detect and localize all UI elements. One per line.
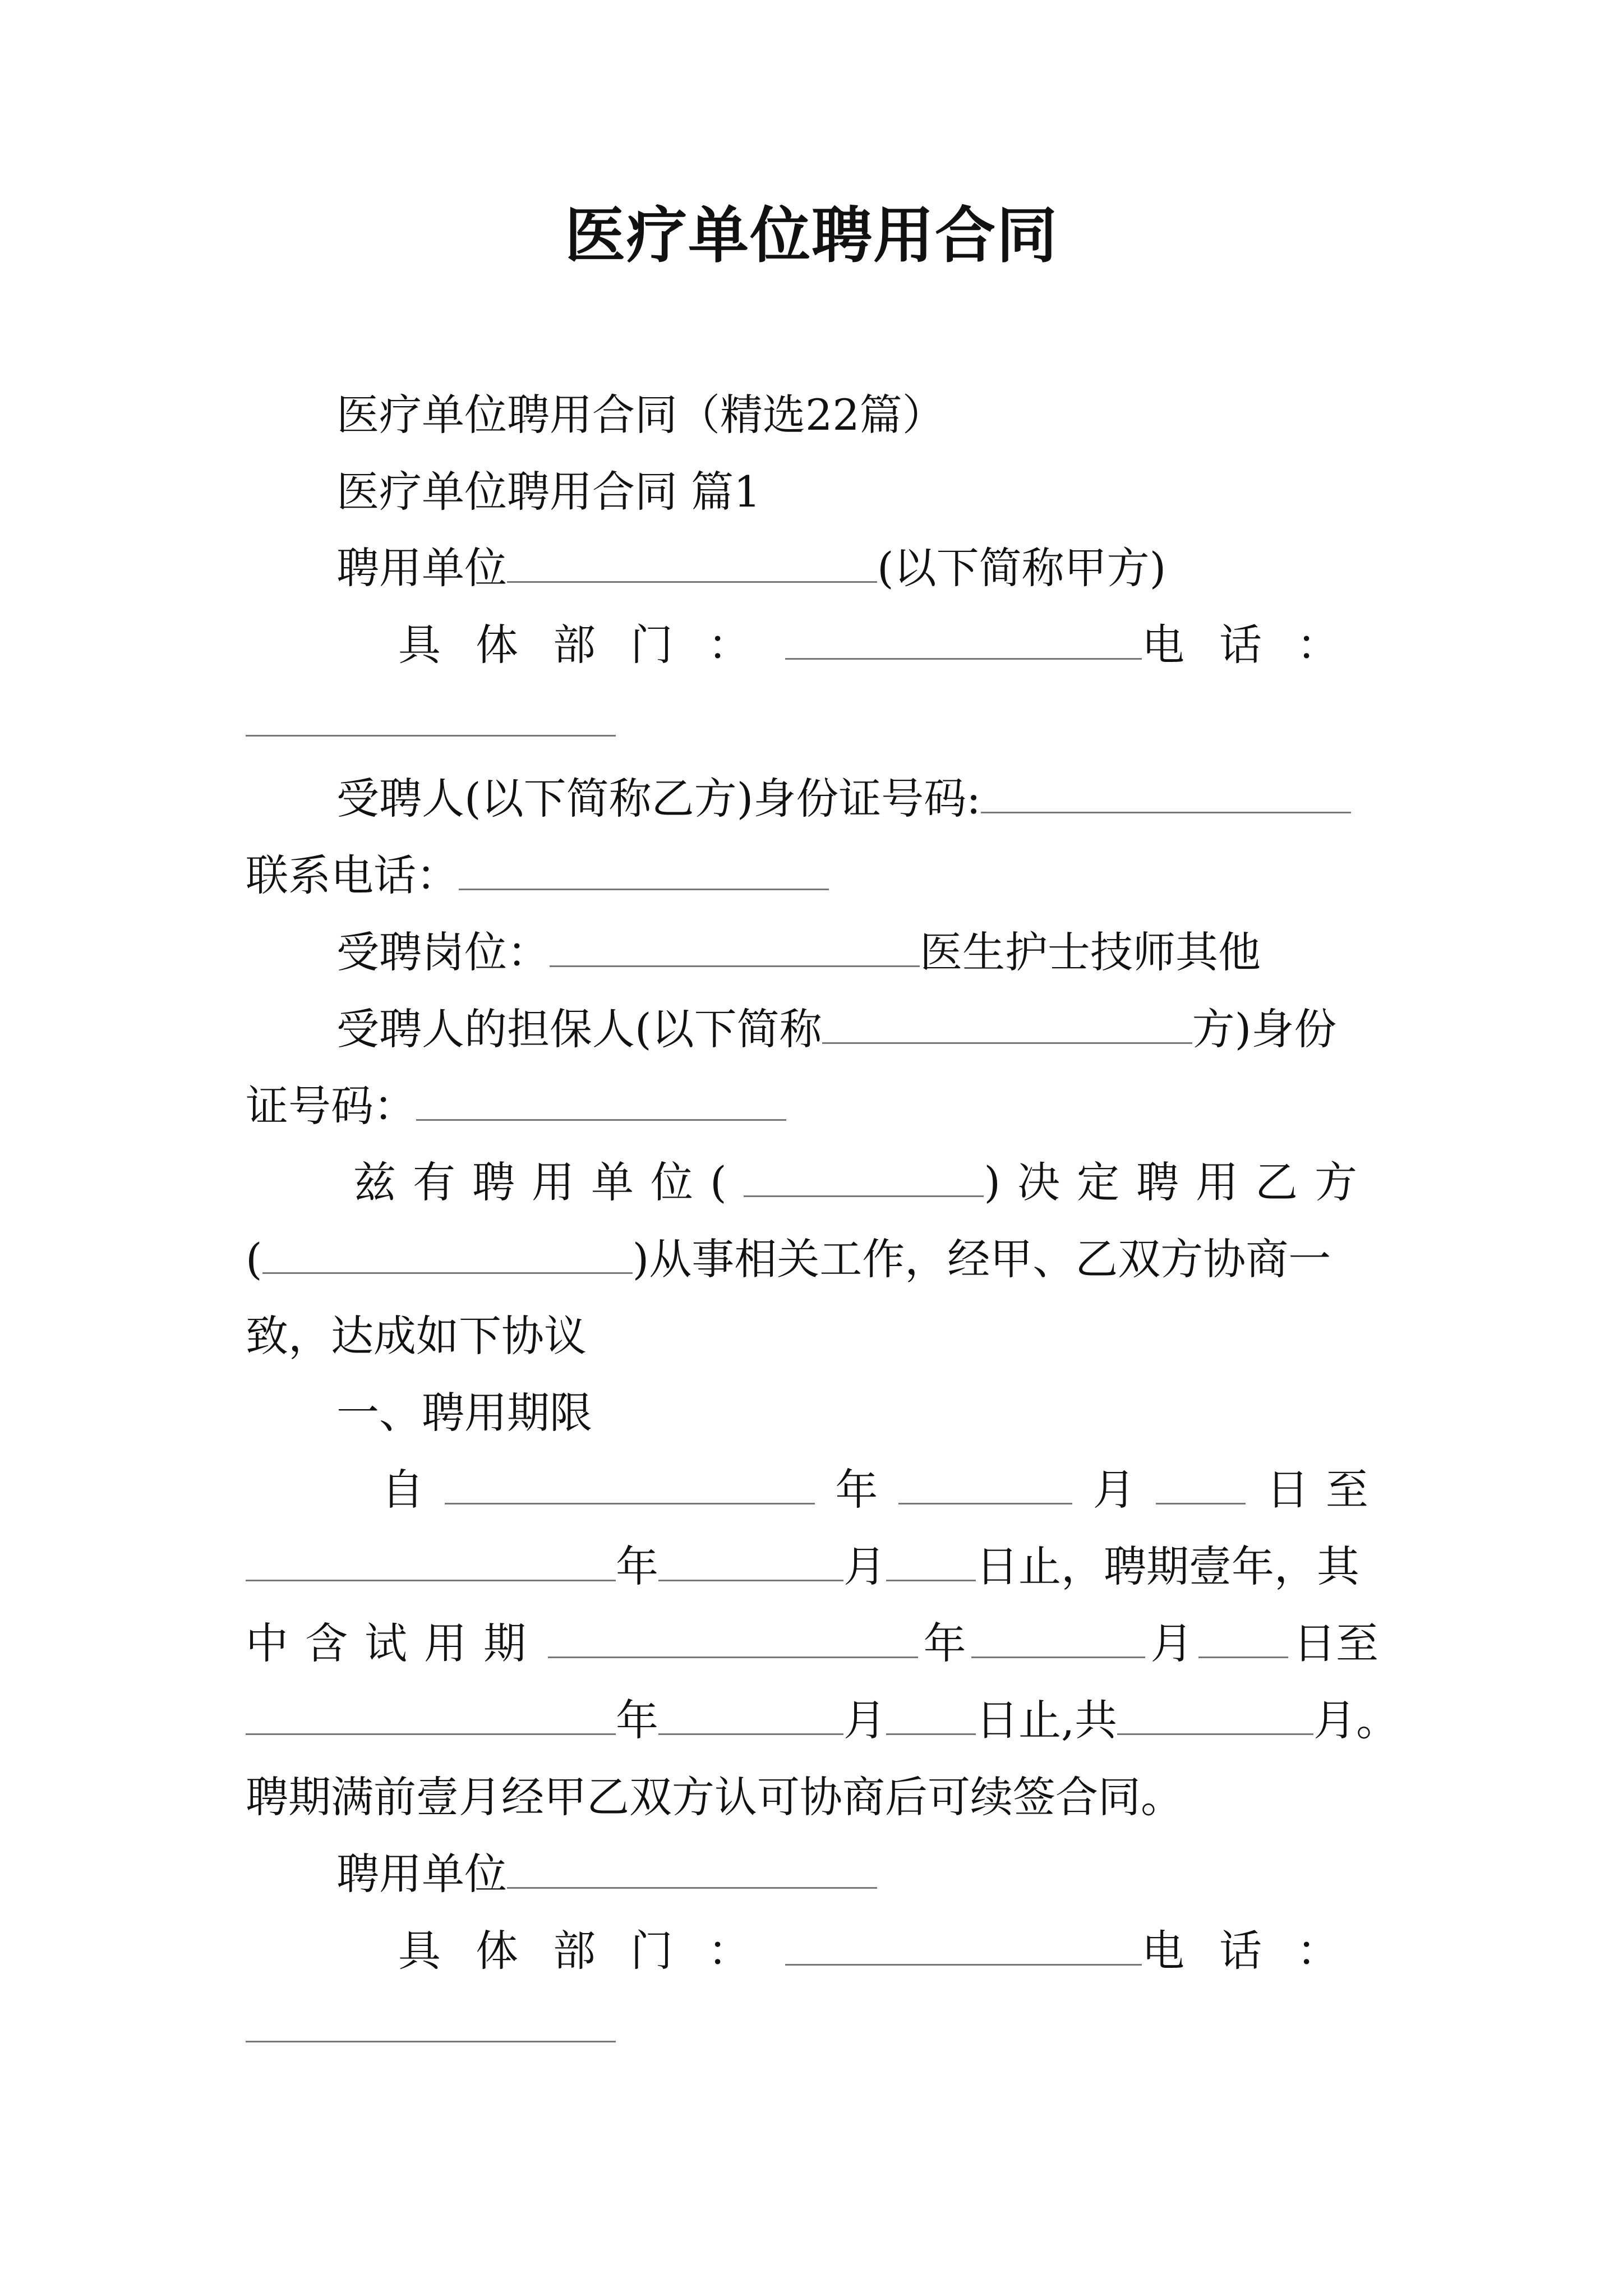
trial-year-2: 年	[616, 1695, 658, 1745]
term-day-blank-1	[1156, 1466, 1246, 1504]
term-year-2: 年	[616, 1542, 658, 1591]
employer-blank	[507, 544, 877, 583]
term-year-blank-1	[445, 1466, 815, 1504]
term-month-blank-2	[658, 1543, 843, 1581]
term-year-1: 年	[835, 1465, 878, 1515]
phone-blank-2	[246, 2004, 616, 2042]
term-month-blank-1	[898, 1466, 1072, 1504]
decide-blank-2	[262, 1235, 633, 1274]
guarantor-suffix: 方)身份	[1192, 1004, 1337, 1054]
dept-blank	[785, 621, 1142, 660]
renew-line: 聘期满前壹月经甲乙双方认可协商后可续签合同。	[246, 1772, 1183, 1822]
decide-blank-1	[744, 1158, 984, 1197]
dept-label: 具体部门：	[398, 620, 785, 670]
contact-label: 联系电话：	[246, 850, 459, 900]
dept-phone-line-2	[398, 1923, 1374, 1979]
trial-day-blank-1	[1198, 1619, 1288, 1658]
decide-2a: (	[246, 1234, 262, 1284]
dept-phone-line	[398, 617, 1374, 673]
term-day-end: 日止，聘期壹年，其	[976, 1542, 1359, 1591]
guarantor-id-line	[246, 1078, 786, 1134]
post-blank	[550, 928, 920, 967]
term-year-blank-2	[246, 1543, 616, 1581]
employee-id-line	[336, 771, 1351, 827]
trial-month-2: 月	[843, 1695, 886, 1745]
dept-blank-2	[785, 1927, 1142, 1966]
contact-blank	[459, 852, 829, 890]
trial-day-blank-2	[886, 1696, 976, 1735]
employee-id-blank	[981, 775, 1351, 813]
intro-line: 医疗单位聘用合同（精选22篇）	[336, 390, 945, 440]
part-heading: 医疗单位聘用合同 篇1	[336, 467, 761, 517]
trial-month-blank-2	[658, 1696, 843, 1735]
term-from: 自	[381, 1465, 424, 1515]
term-day-to-1: 日至	[1266, 1465, 1385, 1515]
decide-1a: 兹有聘用单位(	[353, 1157, 744, 1207]
guarantor-id-blank	[416, 1082, 786, 1121]
term-day-blank-2	[886, 1543, 976, 1581]
employer-label-2: 聘用单位	[336, 1849, 507, 1899]
decide-line-1	[353, 1154, 1374, 1211]
dept-label-2: 具体部门：	[398, 1926, 785, 1976]
decide-1b: )决定聘用乙方	[984, 1157, 1374, 1207]
guarantor-id-label: 证号码：	[246, 1081, 416, 1131]
phone-blank-line	[246, 694, 616, 750]
employee-id-label: 受聘人(以下简称乙方)身份证号码:	[336, 774, 981, 823]
trial-year-1: 年	[923, 1618, 966, 1668]
guarantor-line	[336, 1001, 1336, 1057]
post-options: 医生护士技师其他	[920, 927, 1261, 977]
trial-prefix: 中含试用期	[246, 1618, 543, 1668]
page-title: 医疗单位聘用合同	[564, 200, 1058, 271]
term-month-1: 月	[1092, 1465, 1136, 1515]
employer-line-2	[336, 1846, 877, 1902]
employer-blank-2	[507, 1850, 877, 1889]
term-line-2	[246, 1539, 1359, 1595]
term-month-2: 月	[843, 1542, 886, 1591]
trial-month-end: 月。	[1313, 1695, 1399, 1745]
post-label: 受聘岗位：	[336, 927, 550, 977]
employer-label: 聘用单位	[336, 543, 507, 593]
section-heading-1: 一、聘用期限	[336, 1388, 592, 1438]
decide-2b: )从事相关工作，经甲、乙双方协商一	[632, 1234, 1331, 1284]
phone-blank-line-2	[246, 2000, 616, 2056]
guarantor-blank	[822, 1005, 1192, 1044]
employer-line	[336, 540, 1166, 596]
trial-year-blank-2	[246, 1696, 616, 1735]
phone-blank	[246, 698, 616, 737]
post-line	[336, 924, 1261, 981]
phone-label-2: 电话：	[1142, 1926, 1374, 1976]
phone-label: 电话：	[1142, 620, 1374, 670]
contact-line	[246, 848, 829, 904]
decide-line-2	[246, 1231, 1331, 1287]
term-line-1	[381, 1462, 1385, 1518]
decide-line-3: 致，达成如下协议	[246, 1311, 587, 1361]
guarantor-prefix: 受聘人的担保人(以下简称	[336, 1004, 822, 1054]
trial-month-blank-1	[971, 1619, 1145, 1658]
employer-suffix: (以下简称甲方)	[877, 543, 1166, 593]
trial-day-to: 日至	[1293, 1618, 1378, 1668]
trial-line-1	[246, 1616, 1378, 1672]
trial-day-end: 日止,共	[976, 1695, 1118, 1745]
trial-year-blank-1	[548, 1619, 918, 1658]
trial-line-2	[246, 1692, 1399, 1749]
trial-month-1: 月	[1150, 1618, 1193, 1668]
trial-total-blank	[1117, 1696, 1313, 1735]
